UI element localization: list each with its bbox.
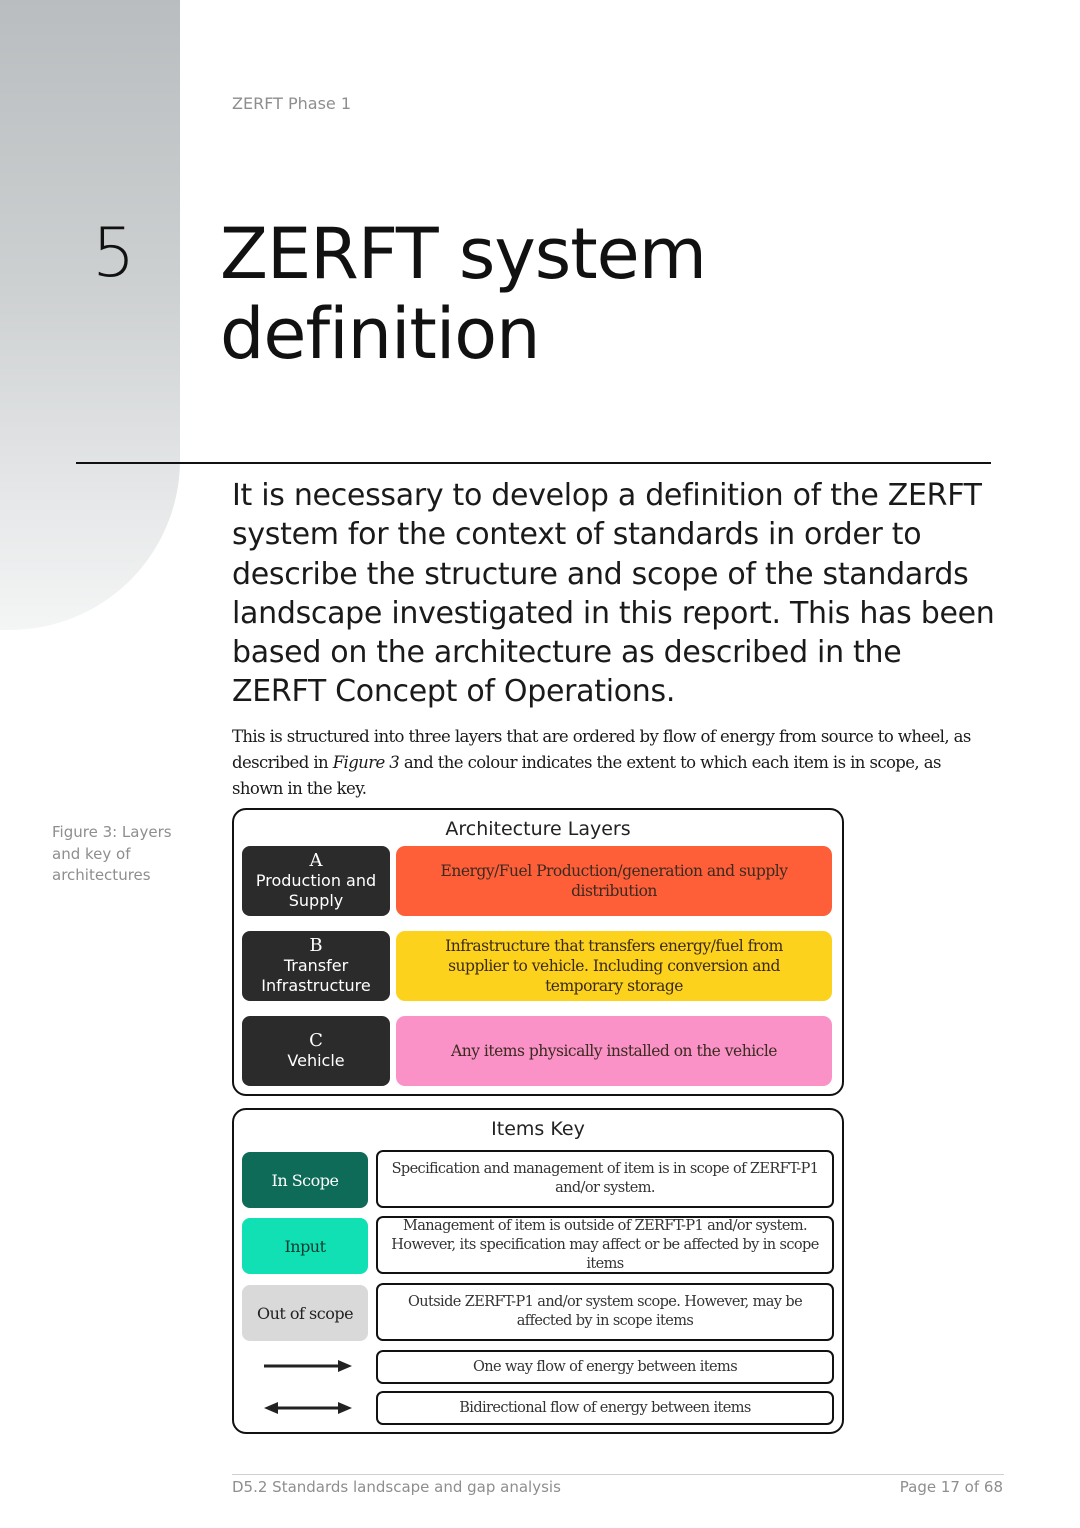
layer-b-letter: B — [309, 935, 323, 956]
one-way-arrow-description: One way flow of energy between items — [376, 1350, 834, 1384]
bidirectional-arrow-icon — [262, 1400, 354, 1416]
items-key-panel — [232, 1108, 844, 1434]
layer-c-description: Any items physically installed on the vehicle — [396, 1016, 832, 1086]
layer-b-name: Transfer Infrastructure — [261, 956, 371, 995]
footer-document-title: D5.2 Standards landscape and gap analysis — [232, 1478, 561, 1496]
layer-c-name: Vehicle — [287, 1051, 345, 1070]
layer-c-label — [242, 1016, 390, 1086]
footer-divider — [232, 1474, 1004, 1475]
layer-a-letter: A — [309, 850, 323, 871]
figure-reference-link[interactable]: Figure 3 — [332, 753, 400, 772]
decorative-side-band — [0, 0, 180, 630]
layer-b-description: Infrastructure that transfers energy/fuel from supplier to vehicle. Including conversion and temporary storage — [396, 931, 832, 1001]
body-paragraph — [232, 724, 972, 802]
key-out-of-scope-description: Outside ZERFT-P1 and/or system scope. However, may be affected by in scope items — [376, 1283, 834, 1341]
chapter-number: 5 — [92, 214, 136, 293]
architecture-layers-panel — [232, 808, 844, 1096]
footer-page-number: Page 17 of 68 — [899, 1478, 1003, 1496]
key-input-label: Input — [242, 1218, 368, 1274]
architecture-layers-title: Architecture Layers — [445, 818, 631, 840]
items-key-title: Items Key — [491, 1118, 585, 1140]
section-divider — [76, 462, 991, 464]
layer-a-label — [242, 846, 390, 916]
running-header: ZERFT Phase 1 — [232, 94, 352, 113]
chapter-title: ZERFT system definition — [220, 213, 706, 375]
key-in-scope-description: Specification and management of item is in scope of ZERFT-P1 and/or system. — [376, 1150, 834, 1208]
figure-caption: Figure 3: Layers and key of architectures — [52, 823, 172, 884]
layer-c-letter: C — [309, 1030, 323, 1051]
layer-b-label — [242, 931, 390, 1001]
layer-a-name: Production and Supply — [255, 871, 377, 910]
layer-a-description: Energy/Fuel Production/generation and supply distribution — [396, 846, 832, 916]
body-text-after: and the colour indicates the extent to which each item is in scope, as shown in the key. — [232, 753, 941, 798]
intro-paragraph: It is necessary to develop a definition of the ZERFT system for the context of standards in order to describe the structure and scope of the standards landscape investigated in this report. This has been based on the architecture as described in the ZERFT Concept of Operations. — [232, 478, 995, 710]
key-in-scope-label: In Scope — [242, 1152, 368, 1208]
key-input-description: Management of item is outside of ZERFT-P1 and/or system. However, its specification may affect or be affected by in scope items — [376, 1216, 834, 1274]
bidirectional-arrow-description: Bidirectional flow of energy between items — [376, 1391, 834, 1425]
one-way-arrow-icon — [262, 1358, 354, 1374]
body-text-before: This is structured into three layers that are ordered by flow of energy from source to wheel, as described in — [232, 727, 971, 772]
key-out-of-scope-label: Out of scope — [242, 1285, 368, 1341]
